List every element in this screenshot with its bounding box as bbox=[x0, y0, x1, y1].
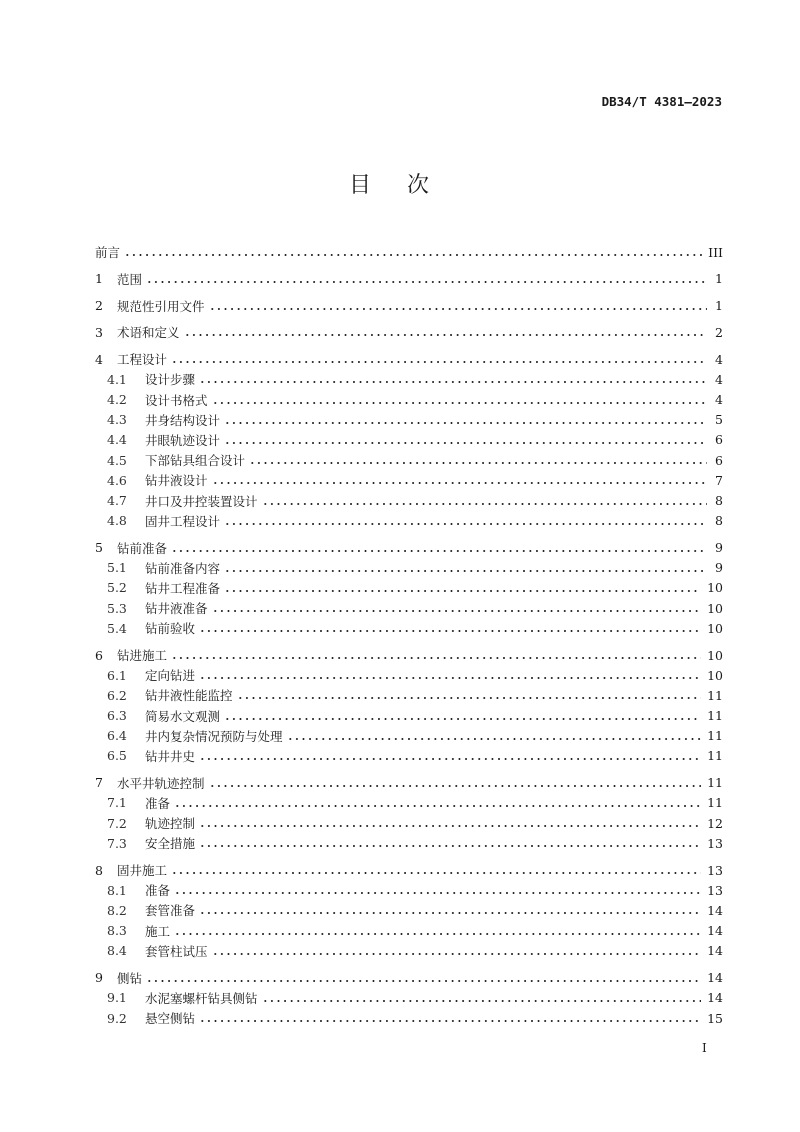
toc-entry-title: 钻井井史 bbox=[145, 748, 196, 764]
toc-entry-title: 施工 bbox=[145, 923, 171, 939]
dot-leader bbox=[209, 784, 702, 788]
dot-leader bbox=[212, 609, 702, 613]
toc-entry-page: 13 bbox=[707, 882, 723, 898]
toc-entry-number: 4 bbox=[95, 351, 103, 367]
toc-entry-page: 4 bbox=[715, 371, 723, 387]
toc-entry-title: 简易水文观测 bbox=[145, 708, 221, 724]
toc-entry-page: 11 bbox=[707, 775, 723, 791]
toc-entry-page: 9 bbox=[715, 560, 723, 576]
dot-leader bbox=[174, 932, 701, 936]
toc-entry-page: 11 bbox=[707, 687, 723, 703]
dot-leader bbox=[199, 629, 701, 633]
toc-entry-title: 侧钻 bbox=[117, 970, 143, 986]
toc-entry-page: 10 bbox=[707, 620, 723, 636]
toc-entry[interactable] bbox=[95, 665, 723, 685]
dot-leader bbox=[184, 333, 707, 337]
toc-entry-number: 5.2 bbox=[107, 580, 127, 596]
toc-entry[interactable] bbox=[95, 242, 723, 262]
toc-entry-page: 11 bbox=[707, 795, 723, 811]
toc-entry-number: 6.5 bbox=[107, 748, 127, 764]
toc-entry[interactable] bbox=[95, 537, 723, 557]
dot-leader bbox=[212, 952, 702, 956]
toc-entry-page: 9 bbox=[715, 540, 723, 555]
toc-entry[interactable] bbox=[95, 968, 723, 988]
toc-entry[interactable] bbox=[95, 430, 723, 450]
toc-entry[interactable] bbox=[95, 706, 723, 726]
toc-entry-number: 8.3 bbox=[107, 923, 127, 939]
page-number: I bbox=[702, 1041, 707, 1055]
dot-leader bbox=[171, 656, 701, 660]
toc-entry-title: 井身结构设计 bbox=[145, 412, 221, 428]
toc-entry-number: 4.5 bbox=[107, 452, 127, 468]
toc-entry-page: 4 bbox=[715, 351, 723, 367]
toc-entry-page: 12 bbox=[707, 815, 723, 831]
toc-entry-page: 10 bbox=[707, 600, 723, 616]
toc-entry-title: 钻前准备 bbox=[117, 540, 168, 556]
dot-leader bbox=[124, 253, 702, 257]
toc-entry-number: 5.3 bbox=[107, 600, 127, 616]
toc-entry-title: 轨迹控制 bbox=[145, 816, 196, 832]
toc-entry[interactable] bbox=[95, 793, 723, 813]
dot-leader bbox=[224, 569, 707, 573]
toc-entry-number: 7 bbox=[95, 775, 103, 791]
toc-entry[interactable] bbox=[95, 921, 723, 941]
toc-entry-title: 套管准备 bbox=[145, 903, 196, 919]
dot-leader bbox=[224, 441, 707, 445]
toc-entry-page: 11 bbox=[707, 728, 723, 744]
page-title: 目次 bbox=[348, 173, 465, 198]
toc-entry-title: 设计书格式 bbox=[145, 392, 208, 408]
dot-leader bbox=[287, 737, 702, 741]
dot-leader bbox=[174, 891, 701, 895]
toc-entry-number: 4.1 bbox=[107, 371, 127, 387]
toc-entry-number: 4.3 bbox=[107, 412, 127, 428]
toc-entry-number: 8.2 bbox=[107, 902, 127, 918]
toc-entry-number: 7.1 bbox=[107, 795, 127, 811]
toc-entry-number: 4.7 bbox=[107, 493, 127, 509]
dot-leader bbox=[237, 696, 702, 700]
toc-entry-page: 6 bbox=[715, 452, 723, 468]
toc-entry-number: 4.6 bbox=[107, 472, 127, 488]
toc-entry[interactable] bbox=[95, 269, 723, 289]
toc-entry-title: 规范性引用文件 bbox=[117, 298, 205, 314]
dot-leader bbox=[199, 824, 701, 828]
toc-entry[interactable] bbox=[95, 746, 723, 766]
dot-leader bbox=[199, 911, 701, 915]
toc-entry-title: 井内复杂情况预防与处理 bbox=[145, 728, 283, 744]
toc-entry[interactable] bbox=[95, 773, 723, 793]
toc-entry-title: 准备 bbox=[145, 883, 171, 899]
toc-entry-title: 固井工程设计 bbox=[145, 513, 221, 529]
toc-entry-page: 6 bbox=[715, 432, 723, 448]
toc-entry[interactable] bbox=[95, 349, 723, 369]
toc-entry-page: 8 bbox=[715, 513, 723, 529]
toc-entry-page: 10 bbox=[707, 667, 723, 683]
toc-entry-number: 9.1 bbox=[107, 990, 127, 1006]
toc-entry-title: 范围 bbox=[117, 271, 143, 287]
toc-entry-page: 14 bbox=[707, 923, 723, 939]
toc-entry[interactable] bbox=[95, 618, 723, 638]
toc-entry-page: 8 bbox=[715, 493, 723, 509]
toc-entry-page: 1 bbox=[715, 271, 723, 287]
toc-entry-page: 14 bbox=[707, 970, 723, 986]
dot-leader bbox=[171, 549, 707, 553]
toc-entry[interactable] bbox=[95, 369, 723, 389]
toc-entry-number: 8.4 bbox=[107, 943, 127, 959]
dot-leader bbox=[224, 717, 701, 721]
toc-entry-title: 井眼轨迹设计 bbox=[145, 432, 221, 448]
toc-entry[interactable] bbox=[95, 470, 723, 490]
toc-entry-page: 14 bbox=[707, 943, 723, 959]
toc-entry-page: 11 bbox=[707, 708, 723, 724]
toc-entry[interactable] bbox=[95, 578, 723, 598]
dot-leader bbox=[199, 380, 707, 384]
toc-entry-number: 6 bbox=[95, 647, 103, 663]
toc-entry-page: 13 bbox=[707, 862, 723, 878]
toc-entry-number: 1 bbox=[95, 271, 103, 287]
toc-entry[interactable] bbox=[95, 833, 723, 853]
toc-entry[interactable] bbox=[95, 860, 723, 880]
toc-entry-number: 9 bbox=[95, 970, 103, 986]
toc-entry[interactable] bbox=[95, 726, 723, 746]
dot-leader bbox=[224, 589, 701, 593]
toc-entry-number: 7.2 bbox=[107, 815, 127, 831]
toc-entry-page: 2 bbox=[715, 324, 723, 340]
toc-entry-number: 3 bbox=[95, 324, 103, 340]
toc-entry-number: 5.4 bbox=[107, 620, 127, 636]
toc-entry[interactable] bbox=[95, 450, 723, 470]
dot-leader bbox=[212, 481, 707, 485]
toc-entry[interactable] bbox=[95, 941, 723, 961]
toc-entry-title: 准备 bbox=[145, 795, 171, 811]
toc-entry-title: 钻井液准备 bbox=[145, 601, 208, 617]
dot-leader bbox=[171, 360, 707, 364]
dot-leader bbox=[146, 280, 707, 284]
toc-entry[interactable] bbox=[95, 988, 723, 1008]
toc-entry-title: 钻井工程准备 bbox=[145, 580, 221, 596]
dot-leader bbox=[224, 522, 707, 526]
dot-leader bbox=[249, 461, 707, 465]
toc-entry-title: 下部钻具组合设计 bbox=[145, 453, 246, 469]
toc-entry-title: 水泥塞螺杆钻具侧钻 bbox=[145, 990, 258, 1006]
dot-leader bbox=[199, 844, 701, 848]
toc-entry-number: 2 bbox=[95, 298, 103, 314]
toc-entry-page: 13 bbox=[707, 835, 723, 851]
document-number: DB34/T 4381—2023 bbox=[601, 94, 722, 109]
toc-entry-page: 7 bbox=[715, 472, 723, 488]
toc-entry[interactable] bbox=[95, 296, 723, 316]
toc-entry[interactable] bbox=[95, 490, 723, 510]
toc-entry-title: 工程设计 bbox=[117, 352, 168, 368]
dot-leader bbox=[199, 757, 701, 761]
toc-entry[interactable] bbox=[95, 645, 723, 665]
toc-entry-page: 1 bbox=[715, 298, 723, 314]
toc-entry-title: 前言 bbox=[95, 245, 121, 261]
toc-entry-title: 钻前验收 bbox=[145, 621, 196, 637]
toc-entry[interactable] bbox=[95, 685, 723, 705]
toc-entry-title: 钻进施工 bbox=[117, 648, 168, 664]
toc-entry-number: 5.1 bbox=[107, 560, 127, 576]
toc-entry-page: III bbox=[708, 244, 723, 260]
toc-entry-title: 悬空侧钻 bbox=[145, 1011, 196, 1026]
toc-entry[interactable] bbox=[95, 1008, 723, 1028]
toc-entry-number: 6.2 bbox=[107, 687, 127, 703]
toc-entry-title: 钻井液性能监控 bbox=[145, 688, 233, 704]
toc-entry-page: 14 bbox=[707, 990, 723, 1006]
toc-entry[interactable] bbox=[95, 390, 723, 410]
toc-entry-number: 4.8 bbox=[107, 513, 127, 529]
toc-entry[interactable] bbox=[95, 511, 723, 531]
toc-entry[interactable] bbox=[95, 900, 723, 920]
toc-entry-number: 6.4 bbox=[107, 728, 127, 744]
toc-entry-title: 套管柱试压 bbox=[145, 943, 208, 959]
dot-leader bbox=[146, 979, 701, 983]
dot-leader bbox=[199, 676, 701, 680]
toc-entry[interactable] bbox=[95, 813, 723, 833]
toc-entry-title: 设计步骤 bbox=[145, 372, 196, 388]
dot-leader bbox=[262, 999, 702, 1003]
dot-leader bbox=[171, 871, 701, 875]
toc-entry-number: 5 bbox=[95, 540, 103, 555]
toc-entry[interactable] bbox=[95, 880, 723, 900]
toc-entry-number: 6.3 bbox=[107, 708, 127, 724]
dot-leader bbox=[262, 502, 707, 506]
toc-entry-number: 7.3 bbox=[107, 835, 127, 851]
toc-entry-page: 15 bbox=[707, 1010, 723, 1026]
toc-entry[interactable] bbox=[95, 558, 723, 578]
table-of-contents bbox=[95, 242, 723, 1028]
toc-entry-page: 11 bbox=[707, 748, 723, 764]
dot-leader bbox=[199, 1019, 701, 1023]
toc-entry[interactable] bbox=[95, 410, 723, 430]
dot-leader bbox=[212, 401, 707, 405]
dot-leader bbox=[209, 307, 707, 311]
toc-entry-page: 5 bbox=[715, 412, 723, 428]
dot-leader bbox=[174, 804, 701, 808]
toc-entry-title: 固井施工 bbox=[117, 863, 168, 879]
toc-entry[interactable] bbox=[95, 322, 723, 342]
toc-entry-page: 14 bbox=[707, 902, 723, 918]
toc-entry[interactable] bbox=[95, 598, 723, 618]
toc-entry-title: 水平井轨迹控制 bbox=[117, 775, 205, 791]
toc-entry-title: 定向钻进 bbox=[145, 668, 196, 684]
toc-entry-title: 钻前准备内容 bbox=[145, 560, 221, 576]
toc-entry-page: 4 bbox=[715, 392, 723, 408]
toc-entry-page: 10 bbox=[707, 647, 723, 663]
toc-entry-number: 6.1 bbox=[107, 667, 127, 683]
toc-entry-page: 10 bbox=[707, 580, 723, 596]
toc-entry-title: 安全措施 bbox=[145, 836, 196, 852]
toc-entry-number: 9.2 bbox=[107, 1010, 127, 1026]
toc-entry-number: 8 bbox=[95, 862, 103, 878]
toc-entry-title: 钻井液设计 bbox=[145, 473, 208, 489]
toc-entry-number: 4.4 bbox=[107, 432, 127, 448]
dot-leader bbox=[224, 421, 707, 425]
toc-entry-title: 井口及井控装置设计 bbox=[145, 493, 258, 509]
toc-entry-number: 4.2 bbox=[107, 392, 127, 408]
toc-entry-title: 术语和定义 bbox=[117, 325, 180, 341]
toc-entry-number: 8.1 bbox=[107, 882, 127, 898]
